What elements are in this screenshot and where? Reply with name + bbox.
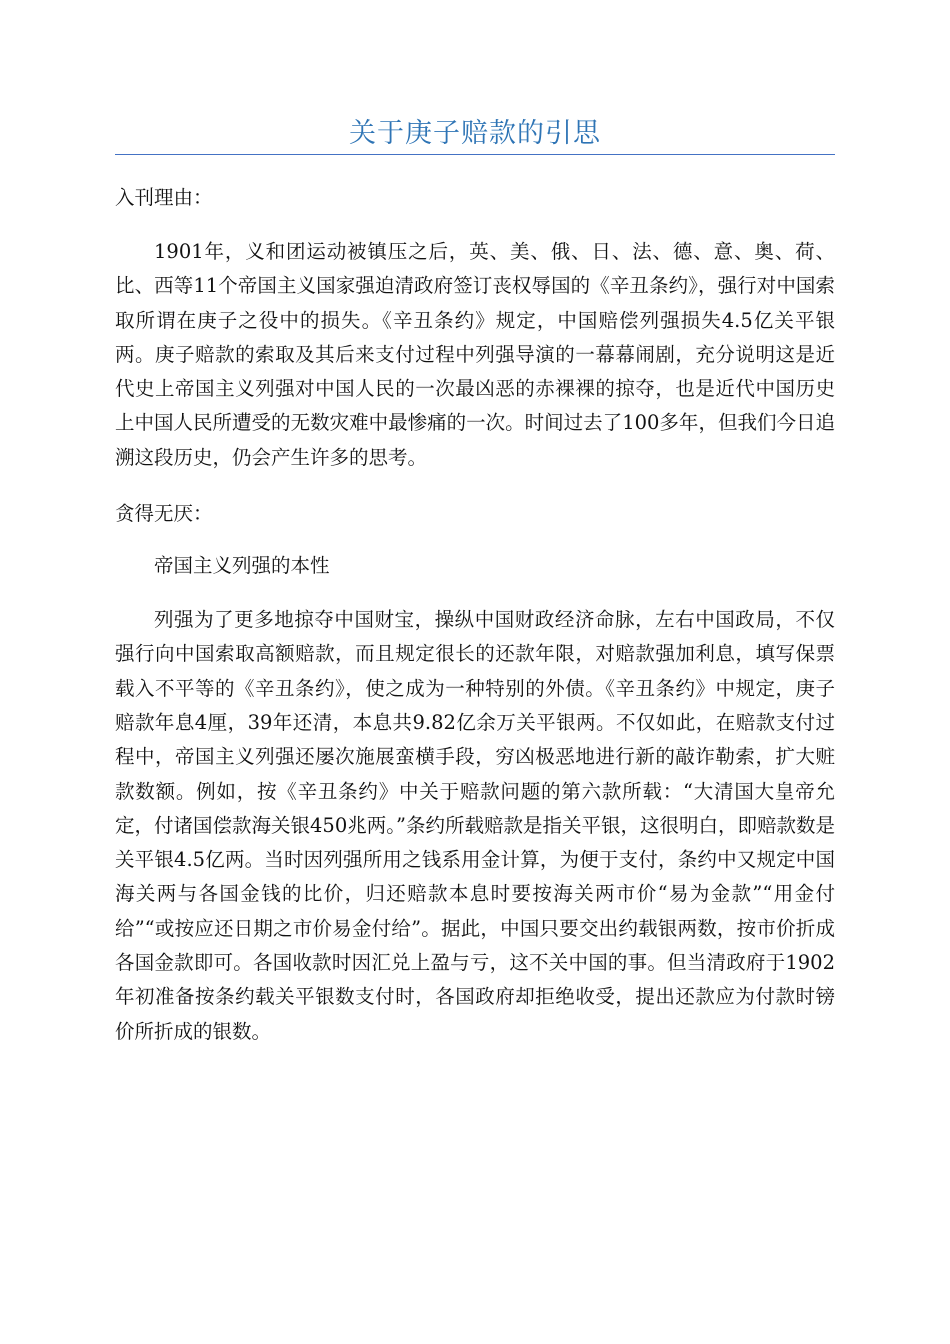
document-page [115, 0, 835, 1049]
title-underline [115, 154, 835, 155]
section-paragraph: 列强为了更多地掠夺中国财宝，操纵中国财政经济命脉，左右中国政局，不仅强行向中国索取高额赔款，而且规定很长的还款年限，对赔款强加利息，填写保票载入不平等的《辛丑条约》，使之成为一种特别的外债。《辛丑条约》中规定，庚子赔款年息4厘，39年还清，本息共9.82亿余万关平银两。不仅如此，在赔款支付过程中，帝国主义列强还屡次施展蛮横手段，穷凶极恶地进行新的敲诈勒索，扩大赃款数额。例如，按《辛丑条约》中关于赔款问题的第六款所载：“大清国大皇帝允定，付诸国偿款海关银450兆两。”条约所载赔款是指关平银，这很明白，即赔款数是关平银4.5亿两。当时因列强所用之钱系用金计算，为便于支付，条约中又规定中国海关两与各国金钱的比价，归还赔款本息时要按海关两市价“易为金款”“用金付给”“或按应还日期之市价易金付给”。据此，中国只要交出约载银两数，按市价折成各国金款即可。各国收款时因汇兑上盈与亏，这不关中国的事。但当清政府于1902年初准备按条约载关平银数支付时，各国政府却拒绝收受，提出还款应为付款时镑价所折成的银数。 [115, 608, 835, 1043]
section-label: 贪得无厌： [115, 502, 213, 526]
intro-label: 入刊理由： [115, 186, 213, 209]
intro-paragraph: 1901年，义和团运动被镇压之后，英、美、俄、日、法、德、意、奥、荷、比、西等11个帝国主义国家强迫清政府签订丧权辱国的《辛丑条约》，强行对中国索取所谓在庚子之役中的损失。《辛丑条约》规定，中国赔偿列强损失4.5亿关平银两。庚子赔款的索取及其后来支付过程中列强导演的一幕幕闹剧，充分说明这是近代史上帝国主义列强对中国人民的一次最凶恶的赤裸裸的掠夺，也是近代中国历史上中国人民所遭受的无数灾难中最惨痛的一次。时间过去了100多年，但我们今日追溯这段历史，仍会产生许多的思考。 [115, 240, 835, 469]
page-title: 关于庚子赔款的引思 [349, 118, 601, 149]
section-subheading: 帝国主义列强的本性 [154, 554, 330, 578]
